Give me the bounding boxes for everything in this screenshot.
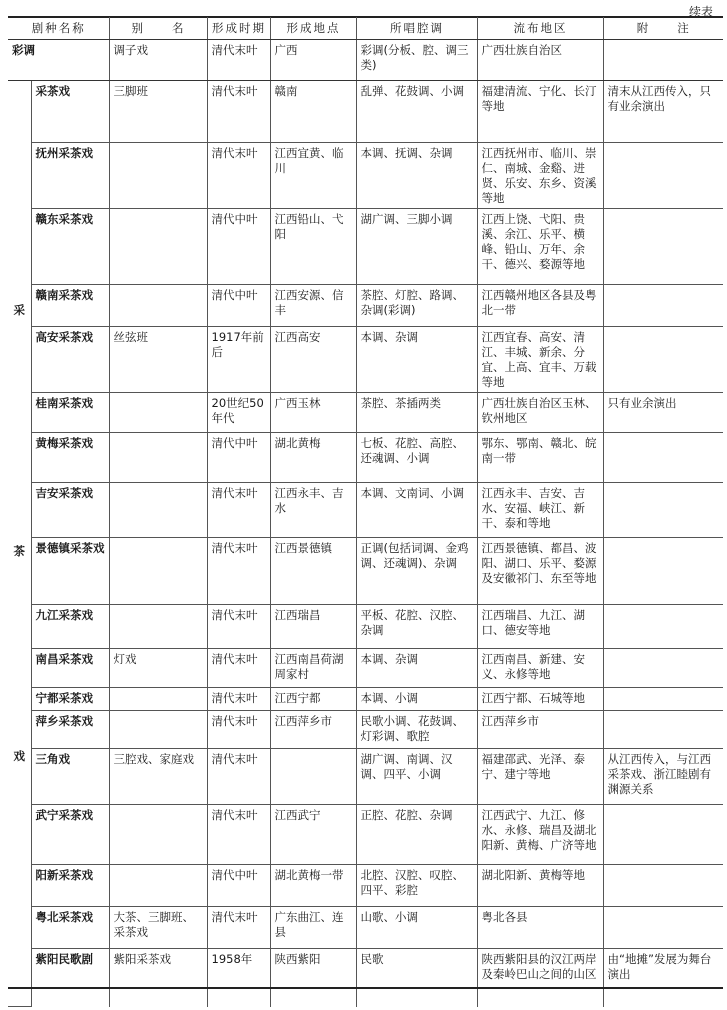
table-row (8, 483, 723, 538)
note-cell (603, 538, 723, 605)
table-row (8, 649, 723, 688)
genre-name-cell: 吉安采茶戏 (31, 483, 109, 538)
region-cell: 广西壮族自治区 (477, 40, 603, 81)
table-row (8, 538, 723, 605)
period-cell: 清代中叶 (207, 865, 270, 907)
genre-name-cell: 景德镇采茶戏 (31, 538, 109, 605)
note-cell (603, 805, 723, 865)
note-cell (603, 688, 723, 711)
table-row (8, 711, 723, 749)
region-cell: 江西宜春、高安、清江、丰城、新余、分宜、上高、宜丰、万载等地 (477, 327, 603, 393)
origin-cell: 江西瑞昌 (270, 605, 356, 649)
period-cell: 1917年前后 (207, 327, 270, 393)
alias-cell (109, 433, 207, 483)
alias-cell: 灯戏 (109, 649, 207, 688)
tunes-cell: 民歌 (356, 949, 477, 1007)
genre-group-label (8, 81, 31, 1007)
note-cell: 只有业余演出 (603, 393, 723, 433)
region-cell: 福建邵武、光泽、泰宁、建宁等地 (477, 749, 603, 805)
region-cell: 湖北阳新、黄梅等地 (477, 865, 603, 907)
period-cell: 清代末叶 (207, 749, 270, 805)
note-cell (603, 711, 723, 749)
header-alias: 别 名 (109, 17, 207, 40)
period-cell: 清代末叶 (207, 483, 270, 538)
origin-cell: 广东曲江、连县 (270, 907, 356, 949)
opera-genre-table (8, 17, 723, 1007)
table-row (8, 907, 723, 949)
note-cell (603, 483, 723, 538)
note-cell: 从江西传入，与江西采茶戏、浙江睦剧有渊源关系 (603, 749, 723, 805)
origin-cell: 江西永丰、吉水 (270, 483, 356, 538)
period-cell: 清代末叶 (207, 605, 270, 649)
tunes-cell: 正调(包括词调、金鸡调、还魂调)、杂调 (356, 538, 477, 605)
note-cell (603, 605, 723, 649)
header-note: 附 注 (603, 17, 723, 40)
alias-cell (109, 688, 207, 711)
alias-cell: 调子戏 (109, 40, 207, 81)
origin-cell: 江西高安 (270, 327, 356, 393)
region-cell: 江西宁都、石城等地 (477, 688, 603, 711)
genre-group-char: 戏 (13, 749, 25, 763)
period-cell: 1958年 (207, 949, 270, 1007)
period-cell: 清代末叶 (207, 907, 270, 949)
period-cell: 清代末叶 (207, 538, 270, 605)
genre-name-cell: 抚州采茶戏 (31, 143, 109, 209)
period-cell: 清代末叶 (207, 805, 270, 865)
continued-label: 续表 (688, 5, 713, 19)
period-cell: 清代末叶 (207, 711, 270, 749)
origin-cell: 江西萍乡市 (270, 711, 356, 749)
tunes-cell: 民歌小调、花鼓调、灯彩调、歌腔 (356, 711, 477, 749)
table-row (8, 285, 723, 327)
note-cell (603, 433, 723, 483)
region-cell: 江西上饶、弋阳、贵溪、余江、乐平、横峰、铅山、万年、余干、德兴、婺源等地 (477, 209, 603, 285)
genre-name-cell: 萍乡采茶戏 (31, 711, 109, 749)
note-cell (603, 40, 723, 81)
table-row (8, 327, 723, 393)
tunes-cell: 彩调(分板、腔、调三类) (356, 40, 477, 81)
origin-cell: 赣南 (270, 81, 356, 143)
note-cell (603, 907, 723, 949)
region-cell: 江西瑞昌、九江、湖口、德安等地 (477, 605, 603, 649)
tunes-cell: 北腔、汉腔、叹腔、四平、彩腔 (356, 865, 477, 907)
alias-cell: 大茶、三脚班、采茶戏 (109, 907, 207, 949)
alias-cell (109, 805, 207, 865)
genre-name-cell: 粤北采茶戏 (31, 907, 109, 949)
region-cell: 江西武宁、九江、修水、永修、瑞昌及湖北阳新、黄梅、广济等地 (477, 805, 603, 865)
tunes-cell: 湖广调、三脚小调 (356, 209, 477, 285)
tunes-cell: 茶腔、茶插两类 (356, 393, 477, 433)
genre-name-cell: 彩调 (8, 40, 109, 81)
genre-group-char: 采 (13, 303, 25, 317)
region-cell: 江西南昌、新建、安义、永修等地 (477, 649, 603, 688)
header-period: 形成时期 (207, 17, 270, 40)
table-row (8, 433, 723, 483)
genre-group-char: 茶 (13, 544, 25, 558)
period-cell: 清代末叶 (207, 40, 270, 81)
region-cell: 福建清流、宁化、长汀等地 (477, 81, 603, 143)
origin-cell: 江西景德镇 (270, 538, 356, 605)
genre-name-cell: 三角戏 (31, 749, 109, 805)
note-cell (603, 327, 723, 393)
genre-name-cell: 赣东采茶戏 (31, 209, 109, 285)
tunes-cell: 平板、花腔、汉腔、杂调 (356, 605, 477, 649)
region-cell: 江西赣州地区各县及粤北一带 (477, 285, 603, 327)
tunes-cell: 本调、抚调、杂调 (356, 143, 477, 209)
region-cell: 广西壮族自治区玉林、钦州地区 (477, 393, 603, 433)
tunes-cell: 正腔、花腔、杂调 (356, 805, 477, 865)
tunes-cell: 山歌、小调 (356, 907, 477, 949)
origin-cell: 江西武宁 (270, 805, 356, 865)
origin-cell: 江西宜黄、临川 (270, 143, 356, 209)
alias-cell (109, 209, 207, 285)
genre-name-cell: 桂南采茶戏 (31, 393, 109, 433)
table-row (8, 143, 723, 209)
origin-cell: 江西南昌荷湖周家村 (270, 649, 356, 688)
header-row (8, 17, 723, 40)
tunes-cell: 乱弹、花鼓调、小调 (356, 81, 477, 143)
header-region: 流布地区 (477, 17, 603, 40)
period-cell: 20世纪50年代 (207, 393, 270, 433)
origin-cell: 湖北黄梅 (270, 433, 356, 483)
origin-cell: 湖北黄梅一带 (270, 865, 356, 907)
alias-cell (109, 393, 207, 433)
table-row (8, 209, 723, 285)
genre-name-cell: 采茶戏 (31, 81, 109, 143)
tunes-cell: 茶腔、灯腔、路调、杂调(彩调) (356, 285, 477, 327)
note-cell (603, 865, 723, 907)
tunes-cell: 本调、杂调 (356, 649, 477, 688)
table-bottom-rule (8, 987, 723, 989)
note-cell (603, 285, 723, 327)
table-row (8, 688, 723, 711)
header-tunes: 所唱腔调 (356, 17, 477, 40)
note-cell (603, 209, 723, 285)
alias-cell (109, 143, 207, 209)
table-row (8, 805, 723, 865)
header-genre-name: 剧种名称 (8, 17, 109, 40)
period-cell: 清代末叶 (207, 143, 270, 209)
region-cell: 江西萍乡市 (477, 711, 603, 749)
alias-cell (109, 483, 207, 538)
genre-name-cell: 黄梅采茶戏 (31, 433, 109, 483)
origin-cell: 江西宁都 (270, 688, 356, 711)
tunes-cell: 本调、小调 (356, 688, 477, 711)
period-cell: 清代中叶 (207, 285, 270, 327)
table-row (8, 605, 723, 649)
tunes-cell: 湖广调、南调、汉调、四平、小调 (356, 749, 477, 805)
region-cell: 江西抚州市、临川、崇仁、南城、金谿、进贤、乐安、东乡、资溪等地 (477, 143, 603, 209)
note-cell (603, 649, 723, 688)
alias-cell: 丝弦班 (109, 327, 207, 393)
period-cell: 清代末叶 (207, 649, 270, 688)
period-cell: 清代中叶 (207, 433, 270, 483)
table-row (8, 865, 723, 907)
tunes-cell: 七板、花腔、高腔、还魂调、小调 (356, 433, 477, 483)
genre-name-cell: 赣南采茶戏 (31, 285, 109, 327)
region-cell: 江西永丰、吉安、吉水、安福、峡江、新干、泰和等地 (477, 483, 603, 538)
period-cell: 清代中叶 (207, 209, 270, 285)
origin-cell (270, 749, 356, 805)
region-cell: 粤北各县 (477, 907, 603, 949)
alias-cell (109, 711, 207, 749)
origin-cell: 陕西紫阳 (270, 949, 356, 1007)
origin-cell: 广西玉林 (270, 393, 356, 433)
alias-cell (109, 605, 207, 649)
table-row (8, 749, 723, 805)
origin-cell: 广西 (270, 40, 356, 81)
table-row (8, 81, 723, 143)
table-row (8, 393, 723, 433)
period-cell: 清代末叶 (207, 688, 270, 711)
alias-cell: 三脚班 (109, 81, 207, 143)
genre-name-cell: 阳新采茶戏 (31, 865, 109, 907)
note-cell (603, 143, 723, 209)
genre-name-cell: 高安采茶戏 (31, 327, 109, 393)
note-cell: 清末从江西传入，只有业余演出 (603, 81, 723, 143)
genre-name-cell: 南昌采茶戏 (31, 649, 109, 688)
alias-cell: 紫阳采茶戏 (109, 949, 207, 1007)
note-cell: 由“地摊”发展为舞台演出 (607, 952, 712, 981)
genre-name-cell: 紫阳民歌剧 (31, 949, 109, 1007)
alias-cell (109, 285, 207, 327)
region-cell: 鄂东、鄂南、赣北、皖南一带 (477, 433, 603, 483)
header-origin: 形成地点 (270, 17, 356, 40)
genre-name-cell: 武宁采茶戏 (31, 805, 109, 865)
origin-cell: 江西安源、信丰 (270, 285, 356, 327)
period-cell: 清代末叶 (207, 81, 270, 143)
region-cell: 江西景德镇、都昌、波阳、湖口、乐平、婺源及安徽祁门、东至等地 (477, 538, 603, 605)
region-cell: 陕西紫阳县的汉江两岸及秦岭巴山之间的山区 (477, 949, 603, 1007)
alias-cell: 三腔戏、家庭戏 (109, 749, 207, 805)
origin-cell: 江西铅山、弋阳 (270, 209, 356, 285)
table-row (8, 40, 723, 81)
tunes-cell: 本调、杂调 (356, 327, 477, 393)
table-row (8, 949, 723, 1007)
alias-cell (109, 865, 207, 907)
genre-name-cell: 宁都采茶戏 (31, 688, 109, 711)
tunes-cell: 本调、文南词、小调 (356, 483, 477, 538)
alias-cell (109, 538, 207, 605)
genre-name-cell: 九江采茶戏 (31, 605, 109, 649)
